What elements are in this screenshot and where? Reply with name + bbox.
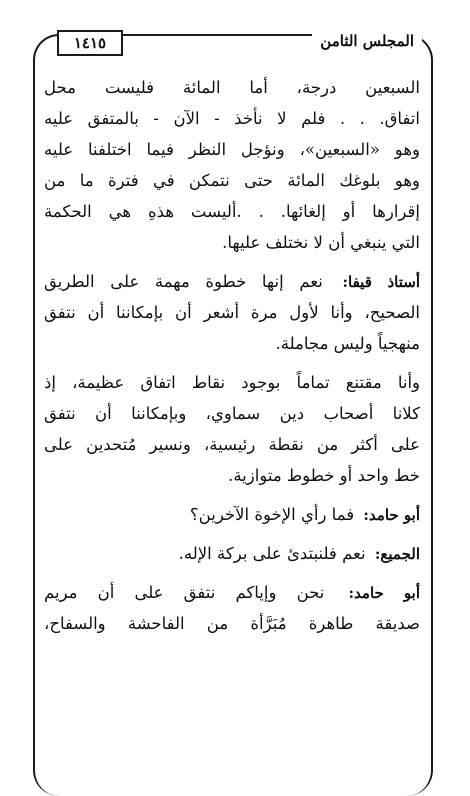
- speaker-name: أبو حامد:: [363, 506, 420, 524]
- dialogue-text: نعم إنها خطوة مهمة على الطريق: [44, 272, 323, 291]
- text-line: السبعين درجة، أما المائة فليست محل: [44, 78, 420, 97]
- dialogue-text: نحن وإياكم نتفق على أن مريم: [44, 583, 325, 602]
- text-line: التي ينبغي أن لا نختلف عليها.: [222, 233, 420, 252]
- text-line: اتفاق. . . فلم لا نأخذ - الآن - بالمتفق عليه: [44, 109, 420, 128]
- text-line: على أكثر من نقطة رئيسية، ونسير مُتحدين على: [44, 435, 420, 454]
- dialogue-line: [44, 577, 420, 608]
- text-line: منهجياً وليس مجاملة.: [275, 334, 420, 353]
- page-number: ١٤١٥: [57, 30, 123, 56]
- text-line: صديقة طاهرة مُبَرَّأة من الفاحشة والسفاح،: [44, 614, 420, 633]
- text-line: خط واحد أو خطوط متوازية.: [228, 466, 420, 485]
- speaker-name: الجميع:: [374, 545, 420, 563]
- chapter-title: المجلس الثامن: [312, 28, 422, 54]
- text-line: الصحيح، وأنا لأول مرة أشعر أن بإمكاننا أن نتفق: [44, 303, 420, 322]
- speaker-name: أستاذ قيفا:: [342, 273, 420, 291]
- text-line: وهو بلوغك المائة حتى نتمكن في فترة ما من: [44, 171, 420, 190]
- body-text: [44, 72, 420, 639]
- speaker-name: أبو حامد:: [348, 584, 420, 602]
- text-line: وهو «السبعين»، ونؤجل النظر فيما اختلفنا عليه: [44, 140, 420, 159]
- dialogue-line: [44, 538, 420, 569]
- text-line: كلانا أصحاب دين سماوي، وبإمكاننا أن نتفق: [44, 404, 420, 423]
- text-line: وأنا مقتنع تماماً بوجود نقاط اتفاق عظيمة، إذ: [44, 373, 420, 392]
- text-line: إقرارها أو إلغائها. . .أليست هذهِ هي الحكمة: [44, 202, 420, 221]
- dialogue-text: فما رأي الإخوة الآخرين؟: [189, 505, 355, 524]
- dialogue-text: نعم فلنبتدئ على بركة الإله.: [178, 544, 366, 563]
- dialogue-line: [44, 266, 420, 297]
- dialogue-line: [44, 499, 420, 530]
